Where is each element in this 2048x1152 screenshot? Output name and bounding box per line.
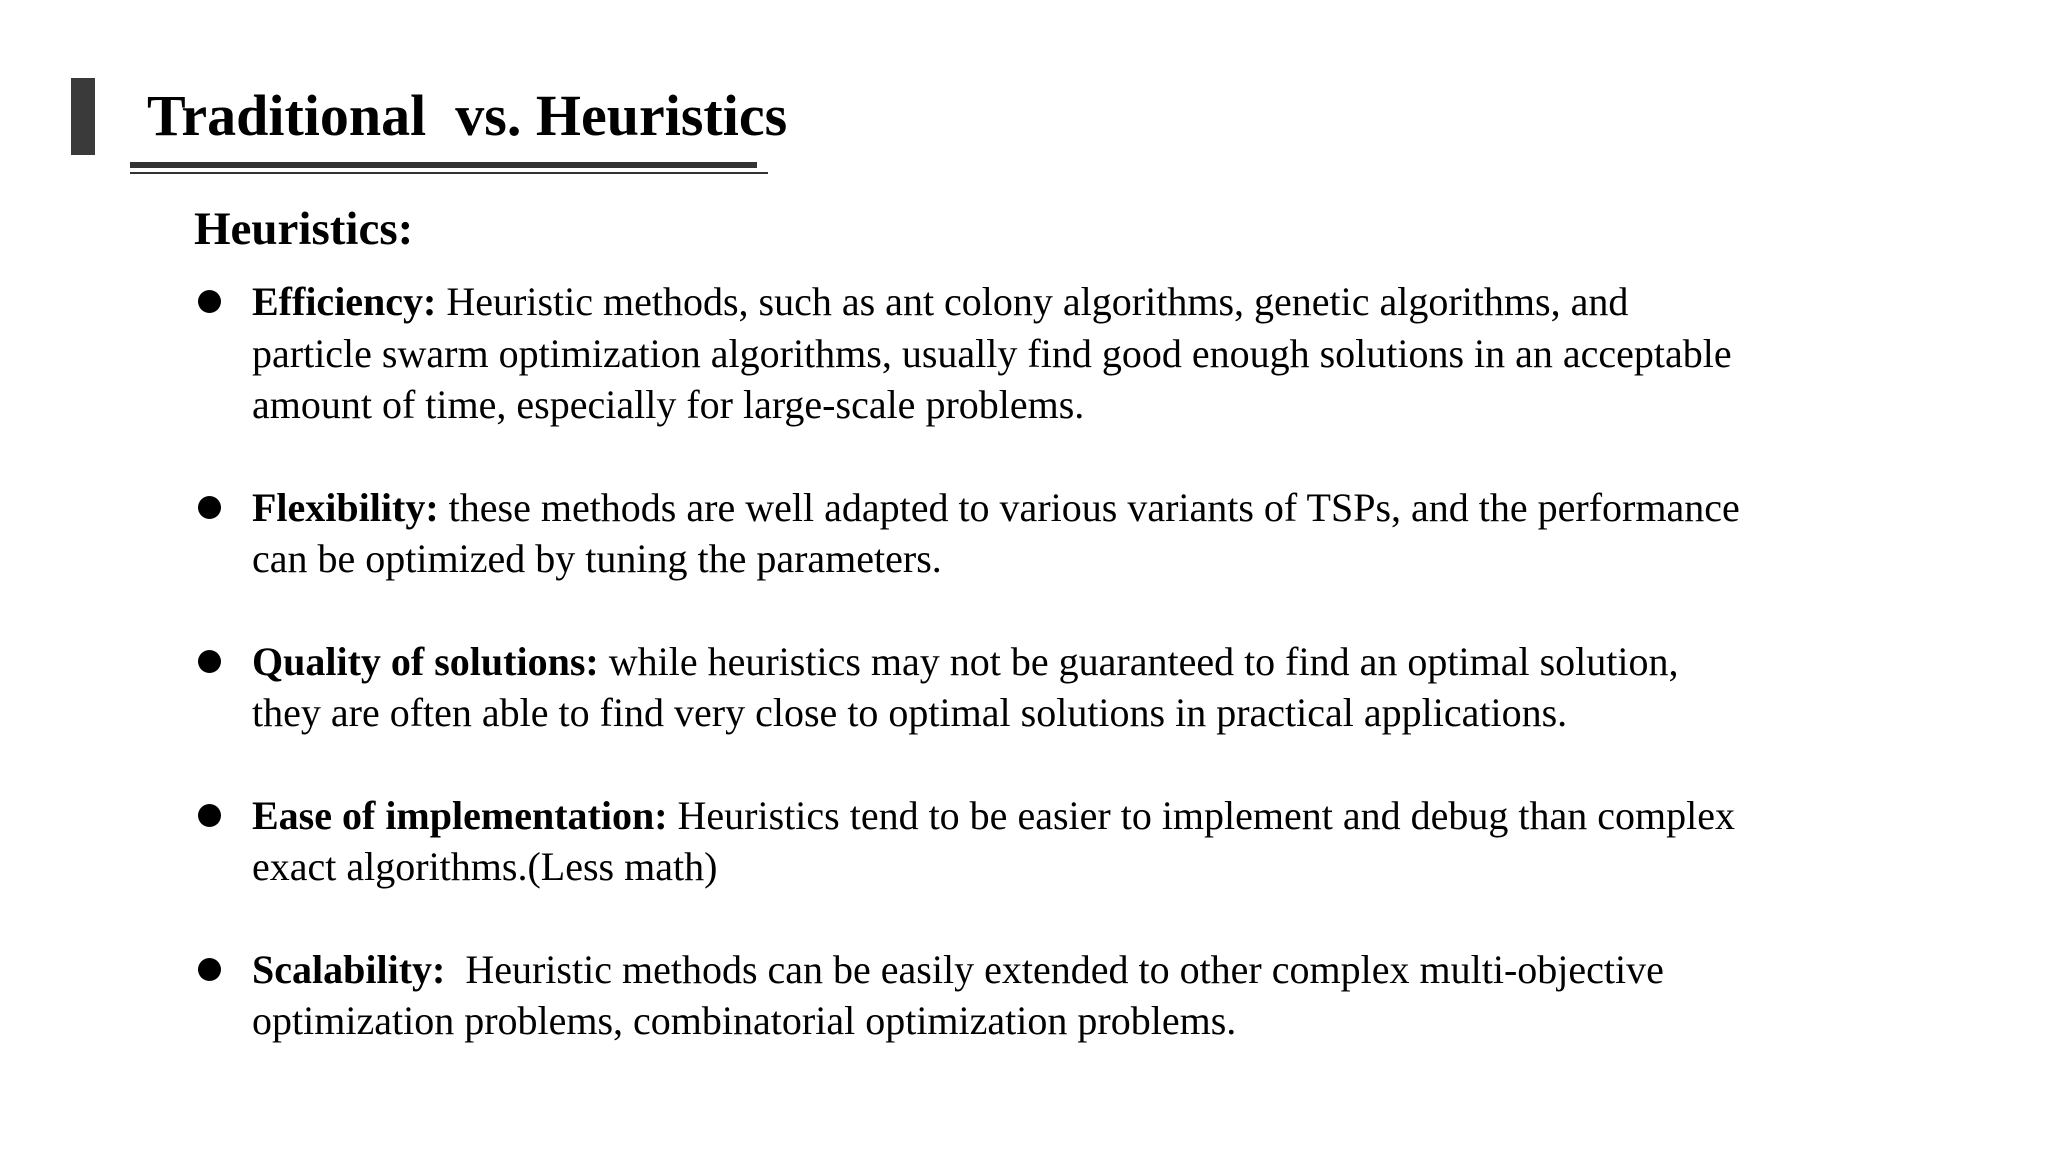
bullet-item-flexibility [194,482,1754,585]
bullet-text: while heuristics may not be guaranteed to find an optimal solution, they are often able to find very close to optimal solutions in practical applications. [252,638,1689,735]
bullet-term: Ease of implementation: [252,792,668,838]
section-heading: Heuristics: [194,203,414,255]
title-accent-bar [71,78,95,155]
bullet-dot-icon [198,958,221,981]
bullet-list [194,276,1754,1047]
slide-title: Traditional vs. Heuristics [147,83,788,148]
bullet-text: Heuristic methods can be easily extended to other complex multi-objective optimization problems, combinatorial optimization problems. [252,946,1674,1043]
bullet-dot-icon [198,804,221,827]
title-underline-thin [130,172,768,174]
title-underline-thick [130,162,757,168]
bullet-text: these methods are well adapted to various variants of TSPs, and the performance can be optimized by tuning the parameters. [252,484,1750,581]
bullet-term: Quality of solutions: [252,638,599,684]
bullet-item-scalability [194,944,1754,1047]
bullet-text: Heuristic methods, such as ant colony algorithms, genetic algorithms, and particle swarm optimization algorithms, usually find good enough solutions in an acceptable amount of time, especially for large-scale problems. [252,279,1742,427]
bullet-item-ease-of-implementation [194,790,1754,893]
bullet-text: Heuristics tend to be easier to implement and debug than complex exact algorithms.(Less math) [252,792,1745,889]
bullet-dot-icon [198,290,221,313]
bullet-item-efficiency [194,276,1754,431]
bullet-item-quality [194,636,1754,739]
bullet-term: Scalability: [252,946,446,992]
bullet-dot-icon [198,496,221,519]
bullet-term: Efficiency: [252,279,437,324]
bullet-term: Flexibility: [252,484,439,530]
bullet-dot-icon [198,650,221,673]
